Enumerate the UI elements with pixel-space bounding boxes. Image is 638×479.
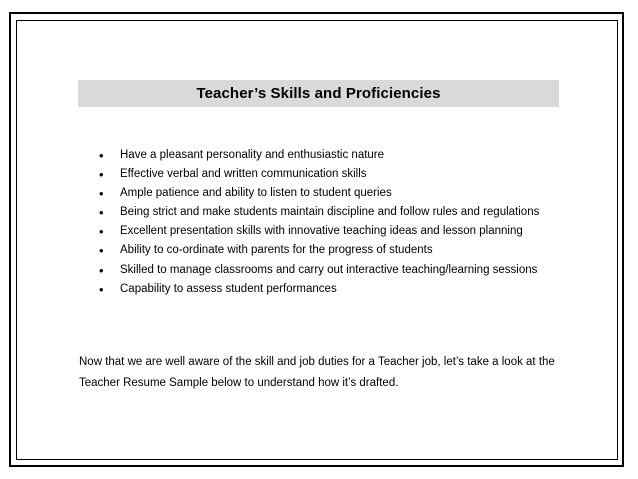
section-heading-bar: [78, 80, 559, 107]
skill-text: Excellent presentation skills with innovative teaching ideas and lesson planning: [120, 225, 523, 238]
bullet-icon: •: [99, 262, 104, 278]
bullet-icon: •: [99, 148, 104, 163]
skill-text: Skilled to manage classrooms and carry out interactive teaching/learning sessions: [120, 263, 538, 276]
list-item: [0, 241, 540, 260]
skill-text: Being strict and make students maintain discipline and follow rules and regulations: [120, 206, 540, 219]
bullet-icon: •: [99, 167, 104, 183]
bullet-icon: •: [99, 224, 104, 240]
list-item: [0, 203, 540, 222]
skills-list: [0, 146, 638, 299]
skill-text: Have a pleasant personality and enthusiastic nature: [120, 149, 385, 161]
skill-text: Effective verbal and written communication skills: [120, 168, 367, 181]
section-heading: Teacher’s Skills and Proficiencies: [196, 85, 441, 102]
closing-paragraph: Now that we are well aware of the skill and job duties for a Teacher job, let’s take a look at the Teacher Resume Sample below to understand how it’s drafted.: [79, 356, 555, 389]
bullet-icon: •: [99, 186, 104, 202]
bullet-icon: •: [99, 243, 104, 259]
list-item: [0, 280, 540, 299]
list-item: [0, 261, 540, 280]
skill-text: Ample patience and ability to listen to student queries: [120, 187, 392, 200]
list-item: [0, 184, 540, 203]
skill-text: Capability to assess student performances: [120, 282, 337, 295]
list-item: [0, 222, 540, 241]
list-item: [0, 165, 540, 184]
bullet-icon: •: [99, 205, 104, 221]
list-item: [0, 146, 540, 165]
skill-text: Ability to co-ordinate with parents for the progress of students: [120, 244, 433, 257]
bullet-icon: •: [99, 281, 104, 297]
